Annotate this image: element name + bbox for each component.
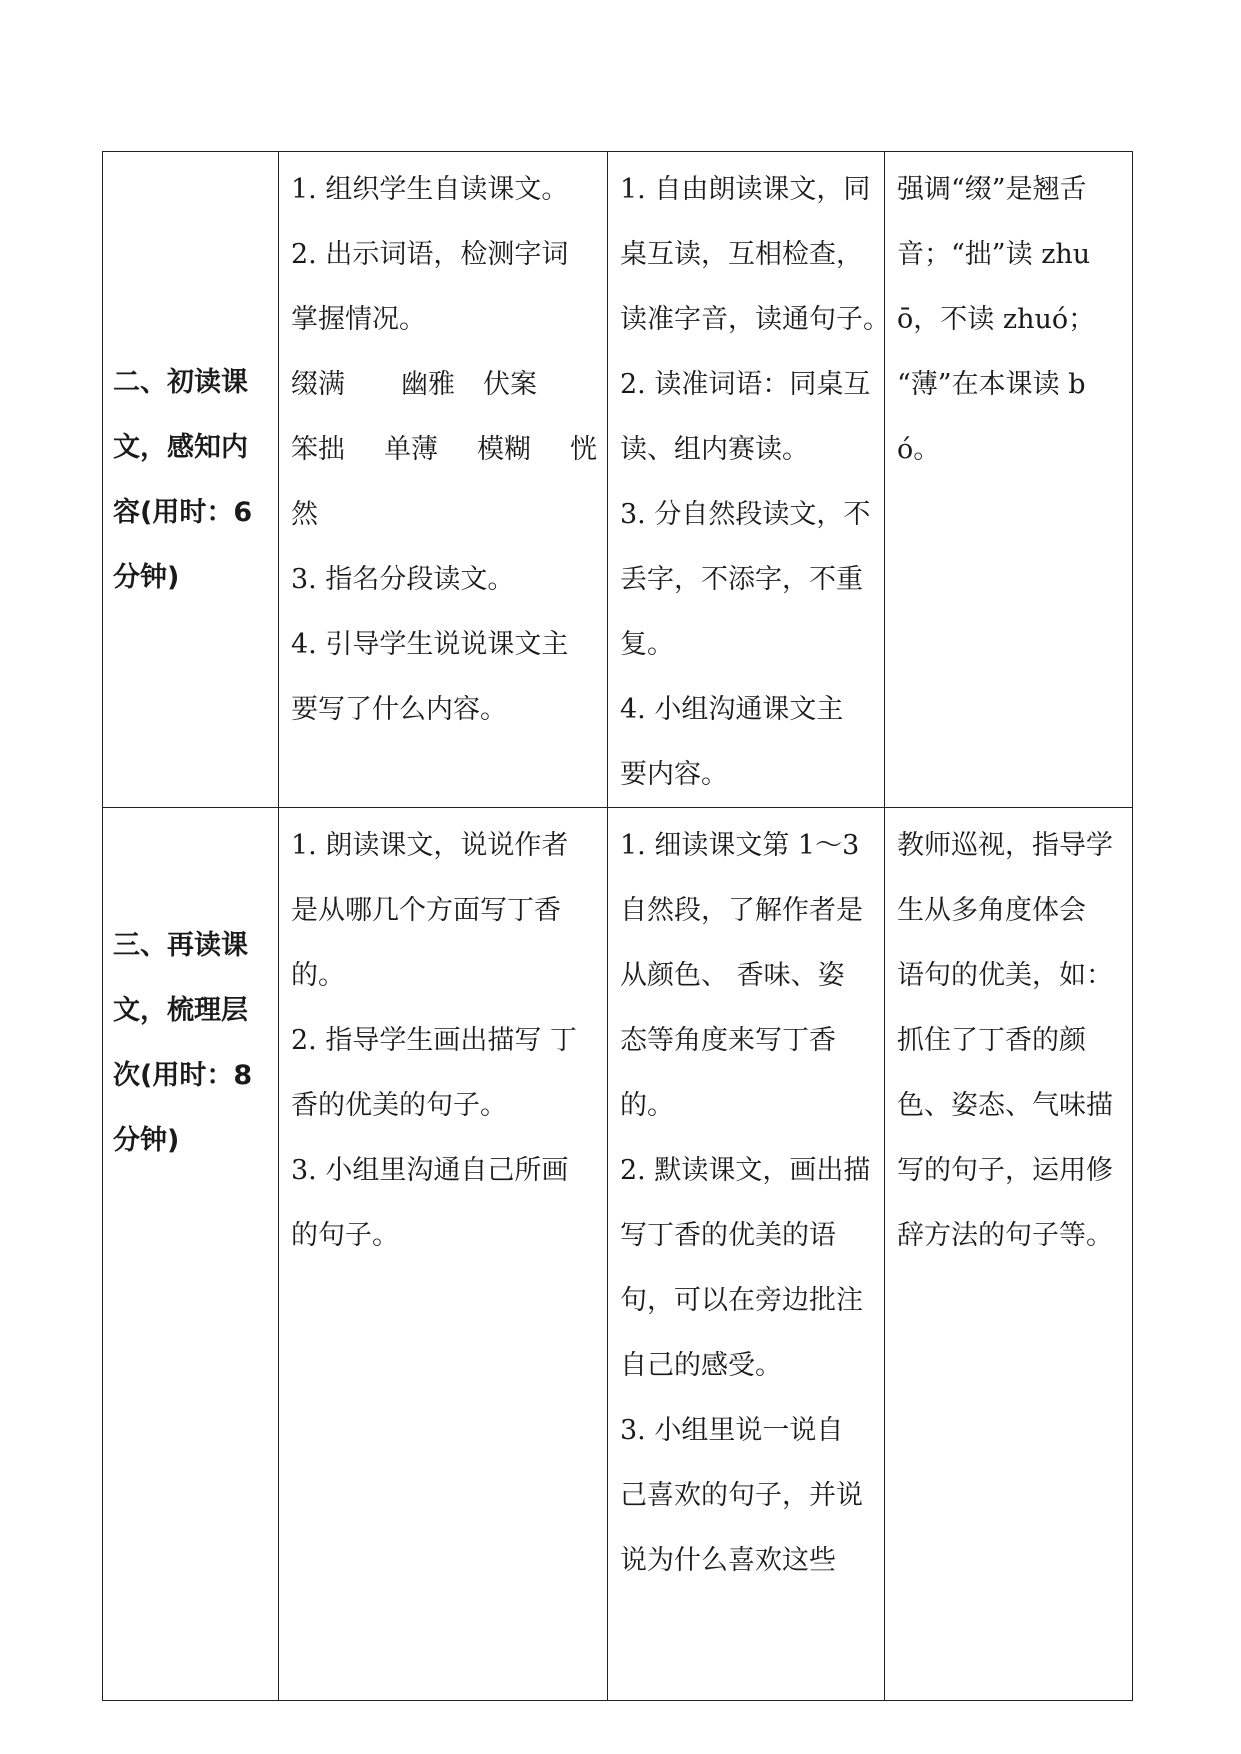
- student-activity-cell: [608, 152, 890, 808]
- stage-cell: [103, 808, 279, 1701]
- text-line: 辞方法的句子等。: [897, 1220, 1113, 1251]
- text-line: 的。: [620, 1090, 674, 1121]
- vocab-word: 笨拙: [291, 434, 345, 465]
- text-line: 桌互读，互相检查，: [620, 239, 863, 270]
- note-cell: [885, 152, 1133, 808]
- text-line: 态等角度来写丁香: [620, 1025, 836, 1056]
- text-line: 2. 出示词语，检测字词: [291, 239, 569, 270]
- text-line: 音；“拙”读 zhu: [897, 239, 1091, 270]
- vocab-word: 模糊: [477, 434, 531, 465]
- text-line: 写丁香的优美的语: [620, 1220, 836, 1251]
- stage-line: 二、初读课: [113, 366, 248, 398]
- text-line: 2. 指导学生画出描写 丁: [291, 1025, 577, 1056]
- text-line: 要内容。: [620, 759, 728, 790]
- text-line: 香的优美的句子。: [291, 1090, 507, 1121]
- text-line: 掌握情况。: [291, 304, 426, 335]
- text-line: 色、姿态、气味描: [897, 1090, 1113, 1121]
- text-line: “薄”在本课读 b: [897, 369, 1086, 400]
- text-line: ō，不读 zhuó；: [897, 304, 1096, 335]
- vocab-word: 缀满: [291, 369, 345, 400]
- vocab-word: 恍: [570, 434, 597, 465]
- text-line: 1. 自由朗读课文，同: [620, 174, 871, 205]
- text-line: 从颜色、 香味、姿: [620, 960, 845, 991]
- text-line: 4. 引导学生说说课文主: [291, 629, 569, 660]
- text-line: 生从多角度体会: [897, 895, 1086, 926]
- text-line: 3. 小组里沟通自己所画: [291, 1155, 569, 1186]
- text-line: 强调“缀”是翘舌: [897, 174, 1087, 205]
- vocab-row: [291, 352, 597, 417]
- vocab-word: 单薄: [384, 434, 438, 465]
- vocab-word: 伏案: [483, 369, 537, 400]
- text-line: ó。: [897, 434, 941, 465]
- text-line: 3. 小组里说一说自: [620, 1415, 844, 1446]
- text-line: 3. 指名分段读文。: [291, 564, 515, 595]
- stage-line: 文，感知内: [113, 431, 248, 463]
- text-line: 1. 细读课文第 1～3: [620, 830, 860, 861]
- text-line: 抓住了丁香的颜: [897, 1025, 1086, 1056]
- text-line: 2. 读准词语：同桌互: [620, 369, 871, 400]
- text-line: 的句子。: [291, 1220, 399, 1251]
- text-line: 的。: [291, 960, 345, 991]
- text-line: 说为什么喜欢这些: [620, 1545, 836, 1576]
- note-cell: [885, 808, 1133, 1701]
- text-line: 1. 朗读课文，说说作者: [291, 830, 569, 861]
- stage-line: 容(用时：6: [113, 496, 253, 528]
- stage-cell: [103, 152, 279, 808]
- text-line: 读准字音，读通句子。: [620, 304, 890, 335]
- text-line: 复。: [620, 629, 674, 660]
- text-line: 自然段，了解作者是: [620, 895, 863, 926]
- stage-line: 次(用时：8: [113, 1060, 253, 1091]
- text-line: 己喜欢的句子，并说: [620, 1480, 863, 1511]
- stage-line: 分钟): [113, 561, 180, 593]
- stage-line: 文，梳理层: [113, 995, 248, 1026]
- text-line: 读、组内赛读。: [620, 434, 809, 465]
- table-row: [103, 808, 1133, 1701]
- text-line: 1. 组织学生自读课文。: [291, 174, 569, 205]
- text-line: 2. 默读课文，画出描: [620, 1155, 871, 1186]
- text-line: 3. 分自然段读文，不: [620, 499, 871, 530]
- stage-line: 分钟): [113, 1125, 180, 1156]
- text-line: 要写了什么内容。: [291, 694, 507, 725]
- text-line: 写的句子，运用修: [897, 1155, 1113, 1186]
- text-line: 教师巡视，指导学: [897, 830, 1113, 861]
- vocab-word: 幽雅: [401, 369, 455, 400]
- text-line: 然: [291, 499, 318, 530]
- table-row: [103, 152, 1133, 808]
- lesson-plan-table: [102, 151, 1133, 1701]
- text-line: 自己的感受。: [620, 1350, 782, 1381]
- text-line: 句，可以在旁边批注: [620, 1285, 863, 1316]
- text-line: 丢字，不添字，不重: [620, 564, 863, 595]
- text-line: 语句的优美，如：: [897, 960, 1113, 991]
- student-activity-cell: [608, 808, 885, 1701]
- teacher-activity-cell: [279, 808, 608, 1701]
- teacher-activity-cell: [279, 152, 608, 808]
- vocab-row: [291, 417, 597, 482]
- stage-line: 三、再读课: [113, 930, 248, 961]
- text-line: 4. 小组沟通课文主: [620, 694, 844, 725]
- text-line: 是从哪几个方面写丁香: [291, 895, 561, 926]
